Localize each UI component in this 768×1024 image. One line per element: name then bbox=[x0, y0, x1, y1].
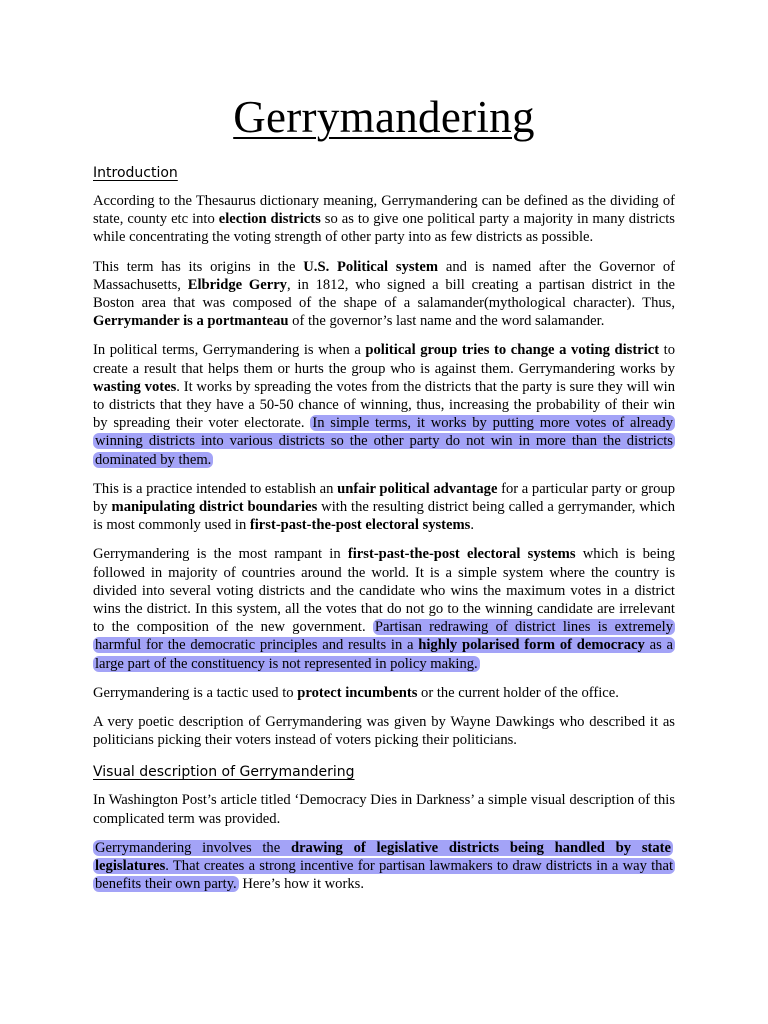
bold-term: first-past-the-post electoral systems bbox=[249, 517, 471, 534]
bold-term: election districts bbox=[218, 211, 321, 228]
paragraph-washington-post: In Washington Post’s article titled ‘Democracy Dies in Darkness’ a simple visual description of this complicated term was provided. bbox=[93, 792, 675, 827]
section-heading-introduction: Introduction bbox=[93, 165, 178, 181]
text-run: . It works by spreading the votes from the districts that the party is sure they will win to districts that they have a 50-50 chance of winning, thus, increasing the probability of their win by spreading their voter electorate. bbox=[93, 378, 675, 432]
highlighted-text bbox=[93, 840, 675, 892]
bold-term: unfair political advantage bbox=[337, 480, 498, 497]
text-run: so as to give one political party a majority in many districts while concentrating the voting strength of other party into as few districts as possible. bbox=[93, 211, 675, 246]
paragraph-origins bbox=[93, 258, 675, 331]
text-run: to create a result that helps them or hurts the group who is against them. Gerrymandering works by bbox=[93, 342, 675, 377]
text-run: Gerrymandering is a tactic used to bbox=[93, 684, 298, 701]
text-run: for a particular party or group by bbox=[93, 480, 676, 516]
text-run: . bbox=[470, 517, 475, 534]
text-run: Gerrymandering involves the bbox=[95, 839, 291, 856]
text-run: In political terms, Gerrymandering is when a bbox=[93, 342, 366, 359]
text-run: . That creates a strong incentive for partisan lawmakers to draw districts in a way that benefits their own party. bbox=[95, 858, 673, 893]
text-run: of the governor’s last name and the word salamander. bbox=[288, 313, 605, 330]
text-run: , in 1812, who signed a bill creating a partisan district in the Boston area that was composed of the shape of a salamander(mythological character). Thus, bbox=[93, 276, 676, 312]
bold-term: Elbridge Gerry bbox=[187, 276, 287, 293]
text-run: with the resulting district being called a gerrymander, which is most commonly used in bbox=[93, 499, 675, 534]
section-heading-visual-description: Visual description of Gerrymandering bbox=[93, 764, 355, 781]
bold-term: Gerrymander is a portmanteau bbox=[93, 313, 289, 330]
text-run: This term has its origins in the bbox=[93, 258, 304, 275]
text-run: Gerrymandering is the most rampant in bbox=[93, 546, 348, 563]
text-run: Partisan redrawing of district lines is extremely harmful for the democratic principles and results in a bbox=[95, 619, 673, 654]
text-run: as a large part of the constituency is not represented in policy making. bbox=[95, 637, 673, 672]
paragraph-political-terms bbox=[93, 341, 675, 468]
paragraph-unfair-advantage bbox=[93, 480, 675, 535]
paragraph-definition bbox=[93, 192, 675, 247]
text-run: According to the Thesaurus dictionary meaning, Gerrymandering can be defined as the dividing of state, county etc into bbox=[93, 193, 675, 228]
paragraph-poetic: A very poetic description of Gerrymandering was given by Wayne Dawkings who described it as politicians picking their voters instead of voters picking their politicians. bbox=[93, 714, 675, 749]
bold-term: drawing of legislative districts being handled by state legislatures bbox=[95, 839, 671, 875]
bold-term: highly polarised form of democracy bbox=[418, 637, 645, 654]
text-run: which is being followed in majority of countries around the world. It is a simple system where the country is divided into several voting districts and the candidate who wins the maximum votes in a district wins the district. In this system, all the votes that do not go to the winning candidate are irrelevant to the composition of the new government. bbox=[93, 546, 675, 636]
document-title: Gerrymandering bbox=[233, 92, 535, 142]
text-run: Here’s how it works. bbox=[238, 876, 364, 893]
text-run: or the current holder of the office. bbox=[417, 684, 619, 701]
bold-term: U.S. Political system bbox=[303, 258, 439, 275]
text-run: This is a practice intended to establish an bbox=[93, 480, 338, 497]
bold-term: protect incumbents bbox=[297, 684, 418, 701]
paragraph-incumbents bbox=[93, 684, 675, 702]
bold-term: wasting votes bbox=[93, 378, 177, 395]
bold-term: manipulating district boundaries bbox=[111, 499, 318, 516]
paragraph-fptp bbox=[93, 545, 675, 672]
text-run: and is named after the Governor of Massachusetts, bbox=[93, 258, 675, 293]
document-page bbox=[93, 90, 675, 905]
bold-term: political group tries to change a voting district bbox=[365, 342, 660, 359]
highlighted-text: In simple terms, it works by putting more votes of already winning districts into various districts so the other party do not win in more than the districts dominated by them. bbox=[95, 415, 673, 468]
bold-term: first-past-the-post electoral systems bbox=[347, 546, 576, 563]
paragraph-legislative-districts bbox=[93, 839, 675, 894]
